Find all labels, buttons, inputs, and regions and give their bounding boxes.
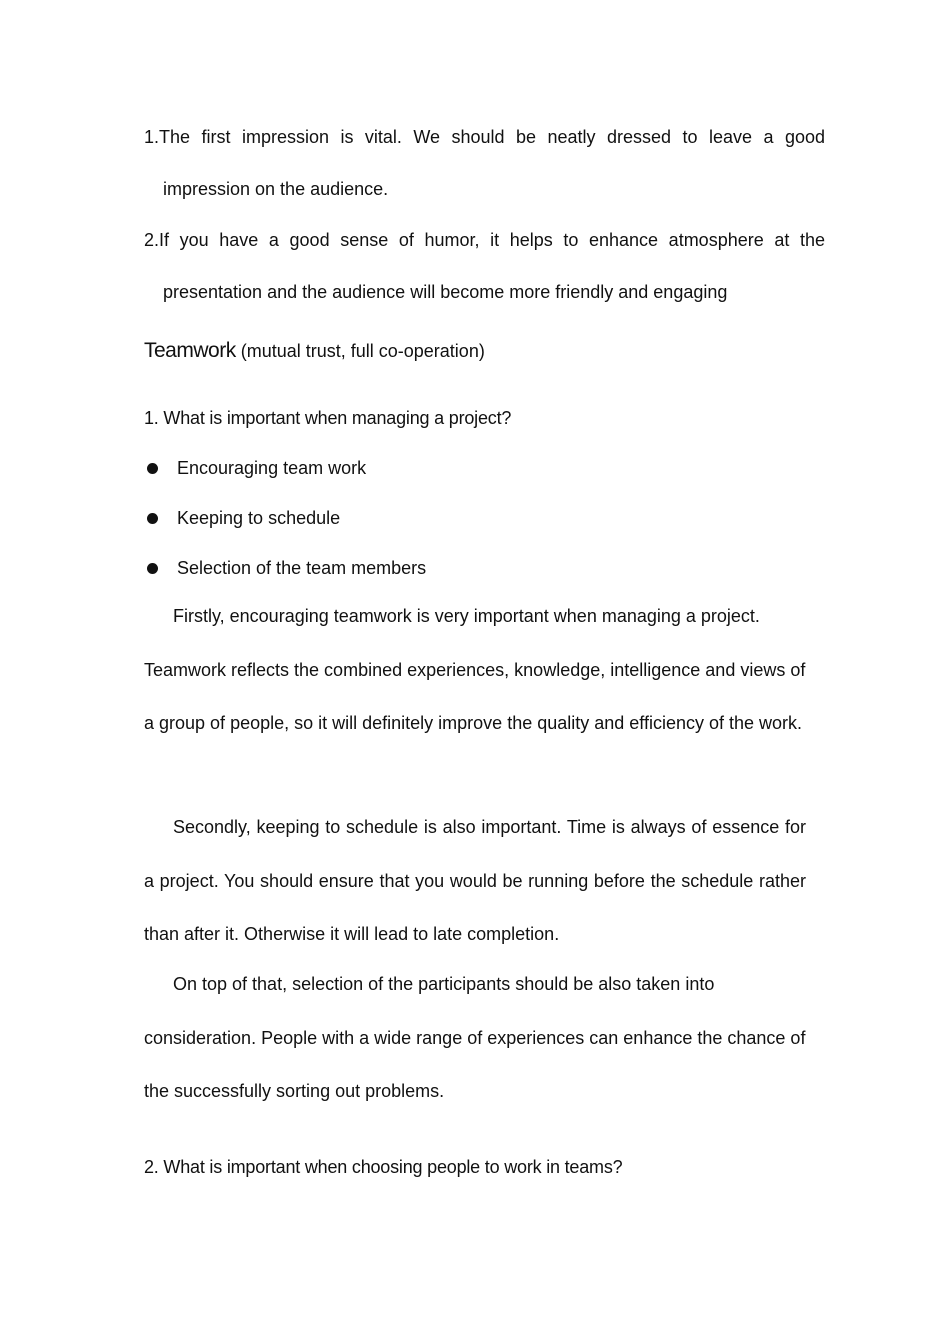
paragraph-3: On top of that, selection of the participants should be also taken into consideration. People with a wide range of experiences can enhance the chance of the successfully sorting out problems. [144, 974, 806, 1101]
section-title: Teamwork [144, 339, 236, 362]
bullet-item [144, 505, 806, 531]
paragraph-2: Secondly, keeping to schedule is also important. Time is always of essence for a project. You should ensure that you would be running before the schedule rather than after it. Otherwise it will lead to late completion. [144, 817, 806, 944]
paragraph-1: Firstly, encouraging teamwork is very important when managing a project. Teamwork reflects the combined experiences, knowledge, intelligence and views of a group of people, so it will definitely improve the quality and efficiency of the work. [144, 606, 806, 733]
bullet-dot-icon [147, 513, 158, 524]
question-2: 2. What is important when choosing people to work in teams? [144, 1157, 623, 1177]
bullet-text: Encouraging team work [177, 458, 367, 478]
bullet-item [144, 555, 806, 581]
bullet-dot-icon [147, 463, 158, 474]
bullet-dot-icon [147, 563, 158, 574]
intro-point-2: 2.If you have a good sense of humor, it helps to enhance atmosphere at the presentation and the audience will become more friendly and engaging [144, 230, 825, 302]
bullet-item [144, 455, 806, 481]
section-heading [144, 338, 806, 364]
bullet-text: Keeping to schedule [177, 508, 341, 528]
intro-point-1: 1.The first impression is vital. We should be neatly dressed to leave a good impression on the audience. [144, 127, 825, 199]
bullet-text: Selection of the team members [177, 558, 427, 578]
question-1: 1. What is important when managing a project? [144, 408, 512, 428]
section-subtitle: (mutual trust, full co-operation) [240, 341, 485, 361]
